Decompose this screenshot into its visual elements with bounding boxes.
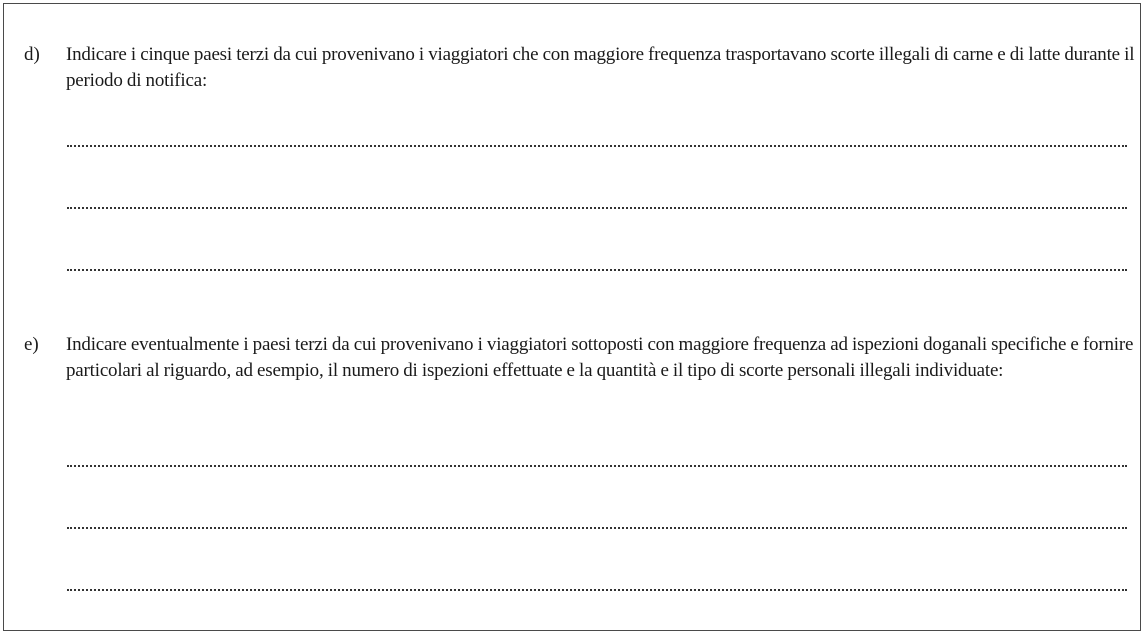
answer-d-line-2[interactable] xyxy=(67,207,1127,209)
answer-e-line-2[interactable] xyxy=(67,527,1127,529)
answer-d-line-1[interactable] xyxy=(67,145,1127,147)
answer-e-line-3[interactable] xyxy=(67,589,1127,591)
form-section-frame xyxy=(3,3,1141,631)
question-d-letter: d) xyxy=(24,44,40,65)
answer-e-line-1[interactable] xyxy=(67,465,1127,467)
question-e-letter: e) xyxy=(24,334,39,355)
question-e-text: Indicare eventualmente i paesi terzi da cui provenivano i viaggiatori sottoposti con maggiore frequenza ad ispezioni doganali specifiche e fornire particolari al riguardo, ad esempio, il numero di ispezioni effettuate e la quantità e il tipo di scorte personali illegali individuate: xyxy=(66,334,1134,381)
answer-d-line-3[interactable] xyxy=(67,269,1127,271)
question-d-text: Indicare i cinque paesi terzi da cui provenivano i viaggiatori che con maggiore frequenza trasportavano scorte illegali di carne e di latte durante il periodo di notifica: xyxy=(66,44,1135,91)
